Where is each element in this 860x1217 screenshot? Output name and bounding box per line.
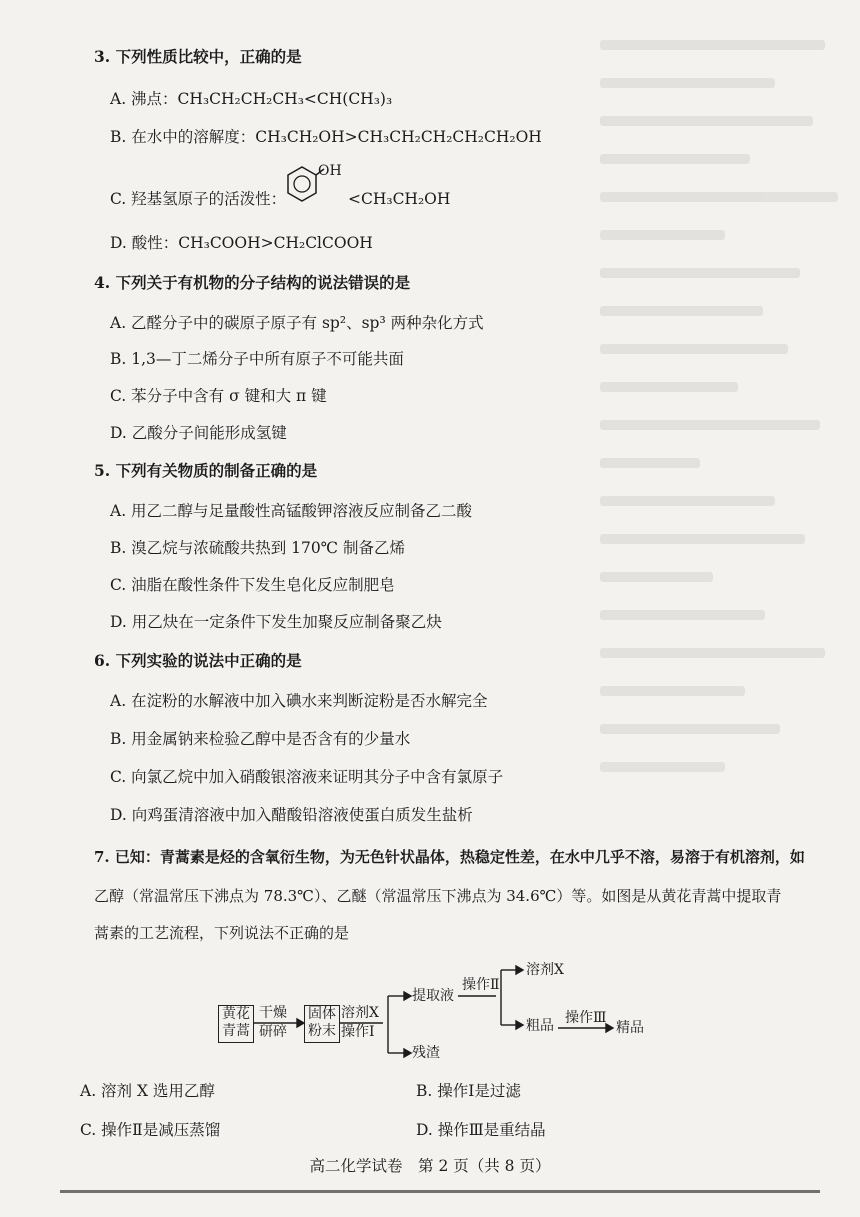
flow-box-raw-line-2: 青蒿	[222, 1023, 250, 1039]
flow-step-solvent-label: 溶剂X	[341, 1005, 379, 1021]
flow-box-powder-line-2: 粉末	[308, 1023, 336, 1039]
flow-op3-label: 操作Ⅲ	[565, 1010, 607, 1026]
question-3-option-c-suffix: <CH₃CH₂OH	[348, 190, 451, 208]
question-7-option-c: C. 操作Ⅱ是减压蒸馏	[80, 1121, 221, 1139]
flow-box-powder-line-1: 固体	[308, 1006, 336, 1022]
question-6-option-a: A. 在淀粉的水解液中加入碘水来判断淀粉是否水解完全	[110, 692, 488, 710]
question-4-option-c: C. 苯分子中含有 σ 键和大 π 键	[110, 387, 327, 405]
question-6-option-c: C. 向氯乙烷中加入硝酸银溶液来证明其分子中含有氯原子	[110, 768, 504, 786]
question-7-stem-line-2: 乙醇（常温常压下沸点为 78.3℃）、乙醚（常温常压下沸点为 34.6℃）等。如图是从黄花青蒿中提取青	[94, 887, 782, 905]
phenol-oh-label: OH	[318, 163, 342, 179]
flow-step-op1-label: 操作Ⅰ	[341, 1024, 375, 1040]
flow-solvent-x-label: 溶剂X	[526, 962, 564, 978]
question-5-option-c: C. 油脂在酸性条件下发生皂化反应制肥皂	[110, 576, 395, 594]
flow-fine-label: 精品	[616, 1020, 644, 1036]
flow-crude-label: 粗品	[526, 1018, 554, 1034]
question-5-option-b: B. 溴乙烷与浓硫酸共热到 170℃ 制备乙烯	[110, 539, 406, 557]
question-4-option-b: B. 1,3—丁二烯分子中所有原子不可能共面	[110, 350, 404, 368]
question-6-stem: 6. 下列实验的说法中正确的是	[94, 651, 302, 670]
flow-step-dry-label: 干燥	[259, 1005, 287, 1021]
bottom-edge-rule	[60, 1190, 820, 1193]
flow-box-raw-line-1: 黄花	[222, 1006, 250, 1022]
question-3-option-d: D. 酸性：CH₃COOH>CH₂ClCOOH	[110, 234, 373, 252]
question-5-option-d: D. 用乙炔在一定条件下发生加聚反应制备聚乙炔	[110, 613, 442, 631]
flow-step-grind-label: 研碎	[259, 1024, 287, 1040]
question-4-option-d: D. 乙酸分子间能形成氢键	[110, 424, 287, 442]
question-6-option-b: B. 用金属钠来检验乙醇中是否含有的少量水	[110, 730, 411, 748]
question-5-stem: 5. 下列有关物质的制备正确的是	[94, 461, 318, 480]
question-4-stem: 4. 下列关于有机物的分子结构的说法错误的是	[94, 273, 411, 292]
question-7-option-d: D. 操作Ⅲ是重结晶	[416, 1121, 546, 1139]
question-3-option-a: A. 沸点：CH₃CH₂CH₂CH₃<CH(CH₃)₃	[110, 90, 393, 108]
question-7-option-b: B. 操作Ⅰ是过滤	[416, 1082, 521, 1100]
question-7-option-a: A. 溶剂 X 选用乙醇	[80, 1082, 215, 1100]
flow-box-solid-powder	[304, 1005, 340, 1043]
flow-residue-label: 残渣	[412, 1045, 440, 1061]
question-4-option-a: A. 乙醛分子中的碳原子原子有 sp²、sp³ 两种杂化方式	[110, 314, 484, 332]
question-7-stem-line-1: 7. 已知：青蒿素是烃的含氧衍生物，为无色针状晶体，热稳定性差，在水中几乎不溶，易溶于有机溶剂，如	[94, 848, 805, 866]
question-5-option-a: A. 用乙二醇与足量酸性高锰酸钾溶液反应制备乙二酸	[110, 502, 473, 520]
question-3-option-c-prefix: C. 羟基氢原子的活泼性：	[110, 190, 287, 208]
flow-op2-label: 操作Ⅱ	[462, 977, 500, 993]
question-6-option-d: D. 向鸡蛋清溶液中加入醋酸铅溶液使蛋白质发生盐析	[110, 806, 473, 824]
page-footer: 高二化学试卷 第 2 页（共 8 页）	[309, 1157, 551, 1175]
flow-extract-label: 提取液	[412, 988, 454, 1004]
question-3-option-b: B. 在水中的溶解度：CH₃CH₂OH>CH₃CH₂CH₂CH₂CH₂OH	[110, 128, 542, 146]
flow-box-raw-material	[218, 1005, 254, 1043]
question-3-stem: 3. 下列性质比较中，正确的是	[94, 47, 302, 66]
question-7-stem-line-3: 蒿素的工艺流程，下列说法不正确的是	[94, 924, 350, 942]
